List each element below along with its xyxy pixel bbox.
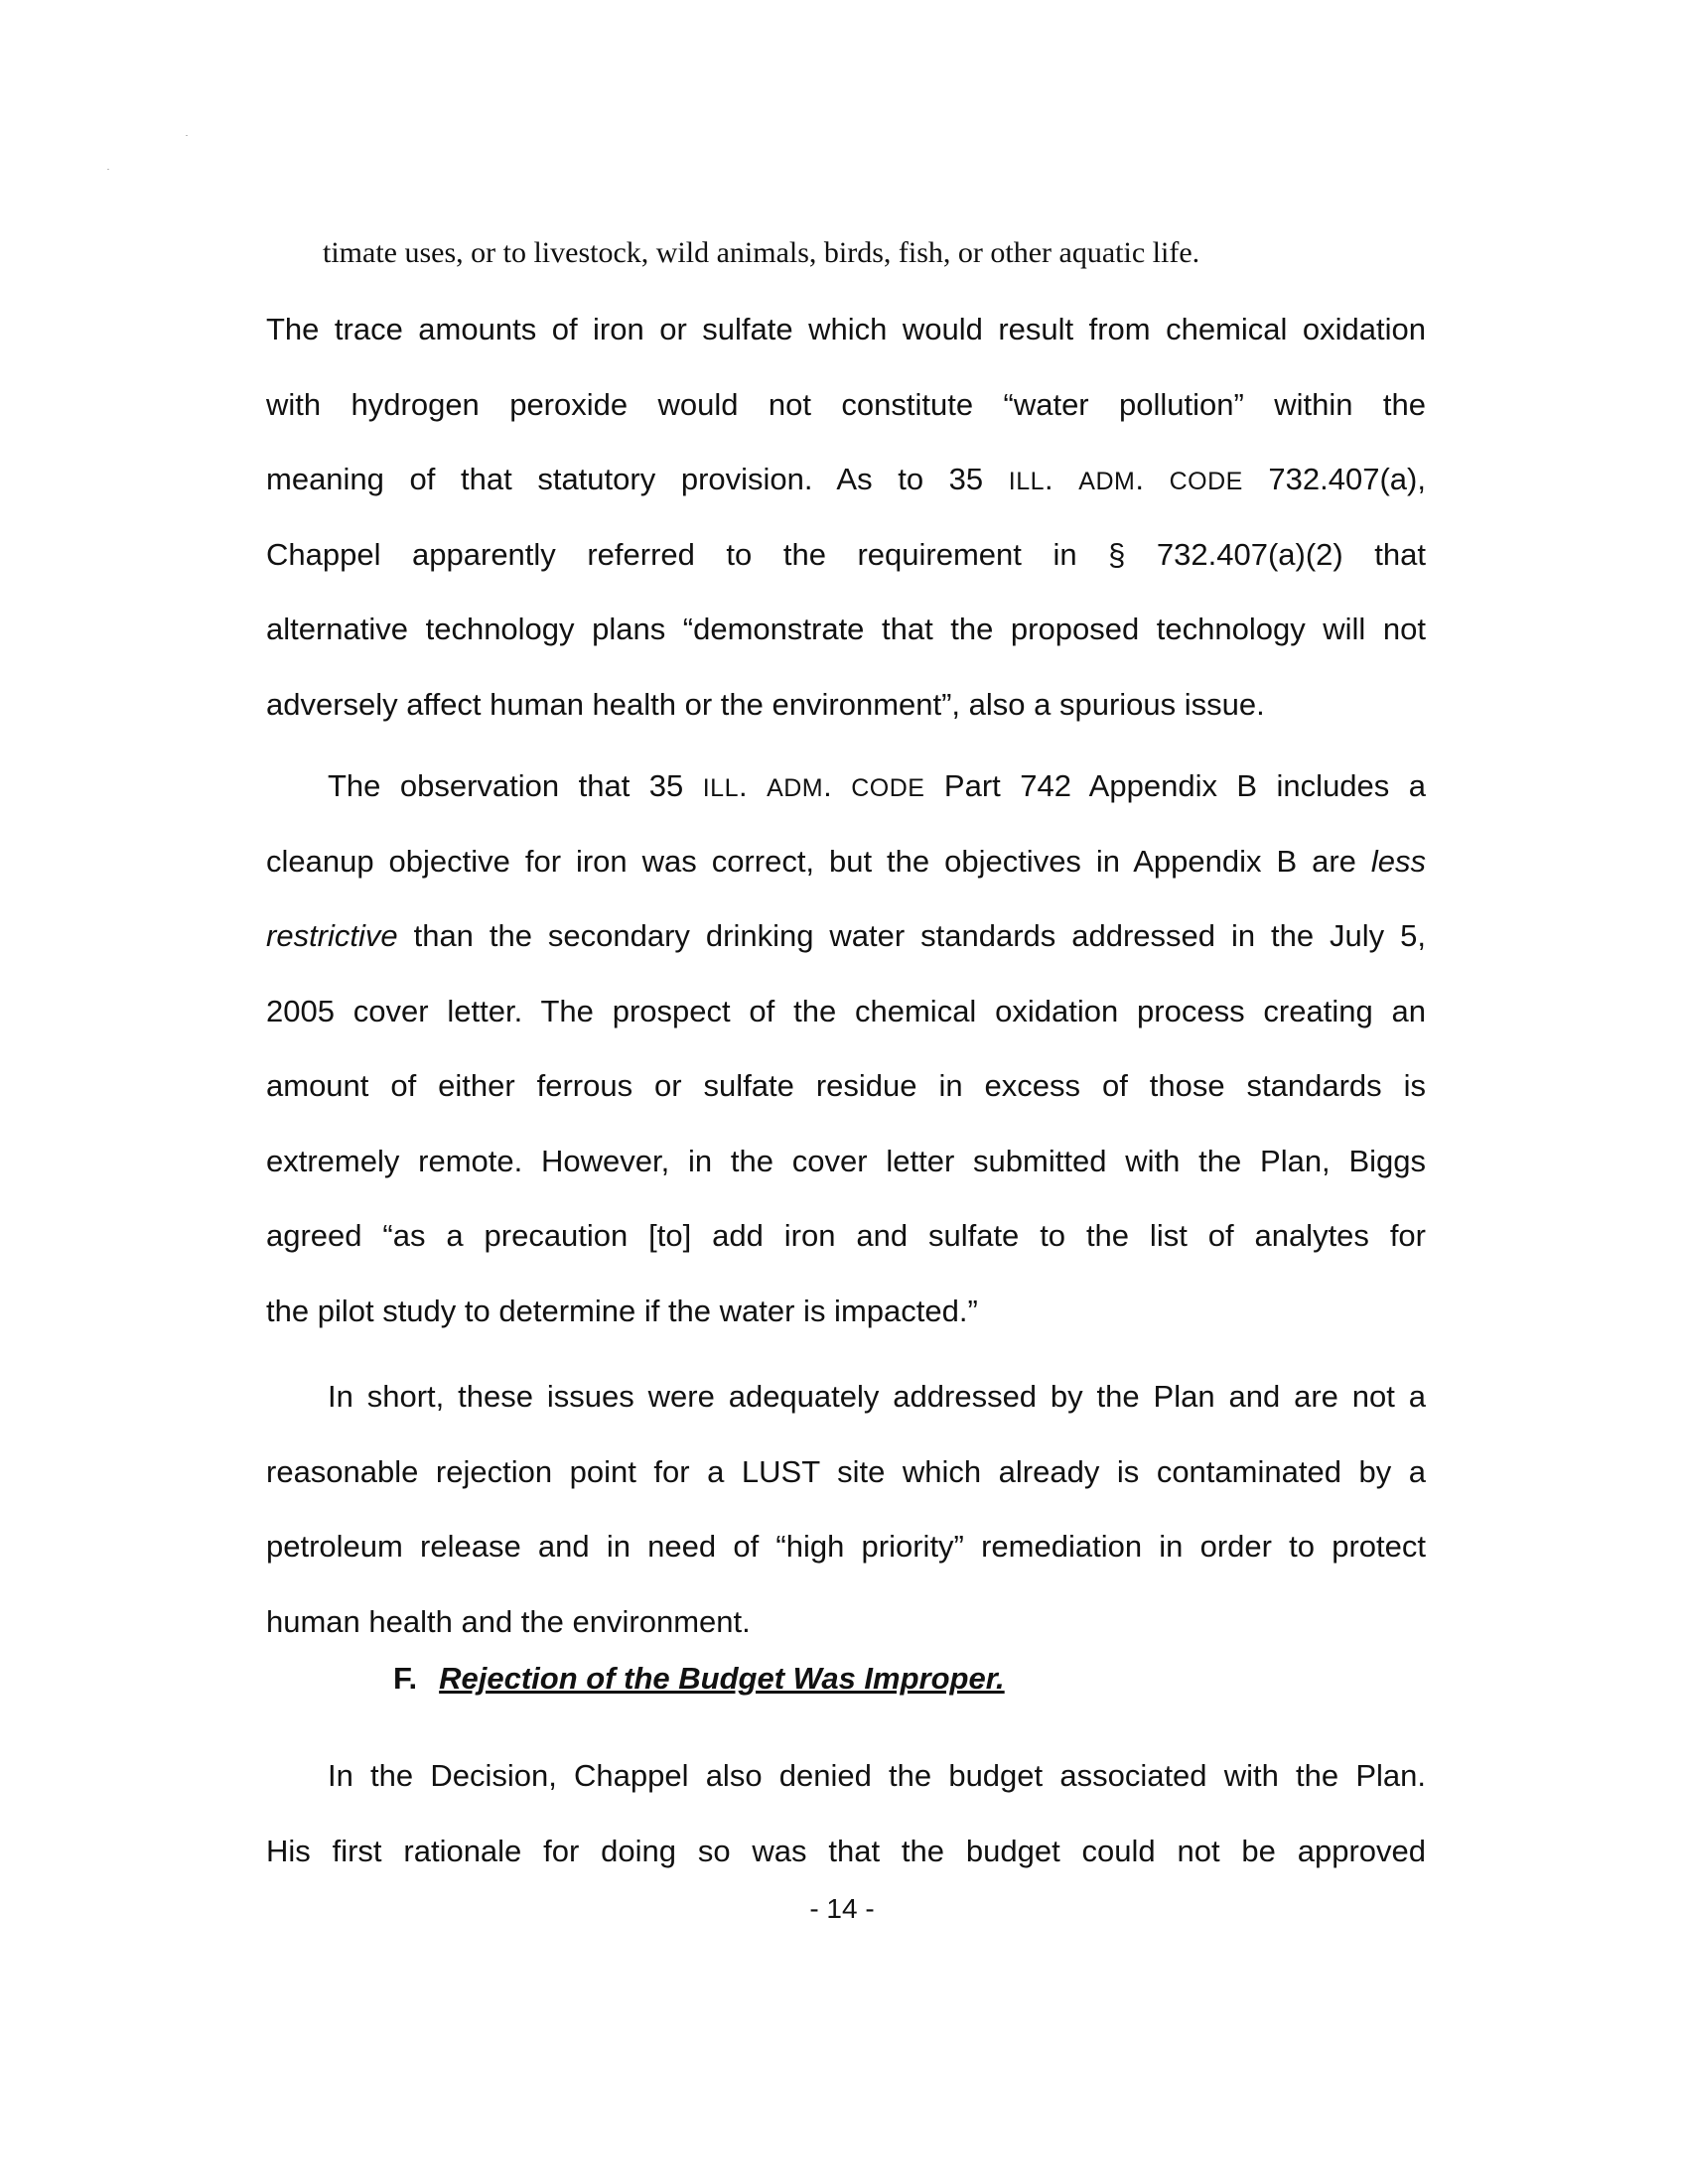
text-line: The trace amounts of iron or sulfate which would result from chemical oxidation	[266, 312, 1426, 346]
text-run: The observation that 35	[328, 768, 703, 803]
text-line: agreed “as a precaution [to] add iron and sulfate to the list of analytes for	[266, 1218, 1426, 1253]
text-run: cleanup objective for iron was correct, but the objectives in Appendix B are	[266, 843, 1371, 879]
text-run: than the secondary drinking water standards addressed in the July 5,	[397, 918, 1426, 953]
paragraph-3	[266, 1359, 1426, 1659]
text-line: 2005 cover letter. The prospect of the chemical oxidation process creating an	[266, 993, 1426, 1028]
section-title: Rejection of the Budget Was Improper.	[439, 1661, 1005, 1696]
text-line: In short, these issues were adequately addressed by the Plan and are not a	[328, 1379, 1426, 1414]
small-caps-run: ADM	[767, 774, 824, 802]
text-line: Chappel apparently referred to the requirement in § 732.407(a)(2) that	[266, 536, 1426, 572]
text-line: amount of either ferrous or sulfate residue in excess of those standards is	[266, 1068, 1426, 1103]
text-run: .	[823, 768, 852, 803]
small-caps-run: CODE	[1169, 468, 1243, 495]
small-caps-run: CODE	[851, 774, 925, 802]
text-line	[266, 824, 1426, 899]
text-line	[266, 898, 1426, 974]
text-run: Part 742 Appendix B includes a	[924, 768, 1426, 803]
text-line	[266, 749, 1426, 824]
text-line: extremely remote. However, in the cover letter submitted with the Plan, Biggs	[266, 1143, 1426, 1178]
paragraph-1	[266, 292, 1426, 742]
text-line: His first rationale for doing so was that the budget could not be approved	[266, 1833, 1426, 1868]
paragraph-2	[266, 749, 1426, 1348]
page-number: - 14 -	[809, 1893, 875, 1924]
text-run: .	[1135, 462, 1170, 496]
emphasis-run: restrictive	[266, 918, 398, 953]
section-letter: F.	[393, 1661, 418, 1696]
text-line: petroleum release and in need of “high priority” remediation in order to protect	[266, 1529, 1426, 1564]
continued-text-line: timate uses, or to livestock, wild animals, birds, fish, or other aquatic life.	[323, 236, 1200, 269]
text-run: 732.407(a),	[1242, 462, 1426, 496]
text-line: In the Decision, Chappel also denied the budget associated with the Plan.	[328, 1758, 1426, 1793]
emphasis-run: less	[1370, 843, 1426, 879]
scan-speck	[107, 169, 109, 170]
text-line: with hydrogen peroxide would not constitute “water pollution” within the	[266, 386, 1426, 422]
text-line	[266, 442, 1426, 517]
small-caps-run: ILL	[702, 774, 739, 802]
section-heading	[393, 1661, 1005, 1697]
text-line: adversely affect human health or the environment”, also a spurious issue.	[266, 686, 1265, 722]
text-line: human health and the environment.	[266, 1603, 751, 1639]
text-run: .	[738, 768, 768, 803]
text-line: the pilot study to determine if the water is impacted.”	[266, 1293, 978, 1328]
text-line: alternative technology plans “demonstrate that the proposed technology will not	[266, 612, 1426, 646]
small-caps-run: ADM	[1078, 468, 1136, 495]
scan-speck	[186, 135, 188, 136]
text-run: .	[1045, 462, 1079, 496]
paragraph-4	[266, 1738, 1426, 1888]
small-caps-run: ILL	[1008, 468, 1046, 495]
text-line: reasonable rejection point for a LUST site which already is contaminated by a	[266, 1453, 1426, 1489]
text-run: meaning of that statutory provision. As to 35	[266, 462, 1009, 496]
